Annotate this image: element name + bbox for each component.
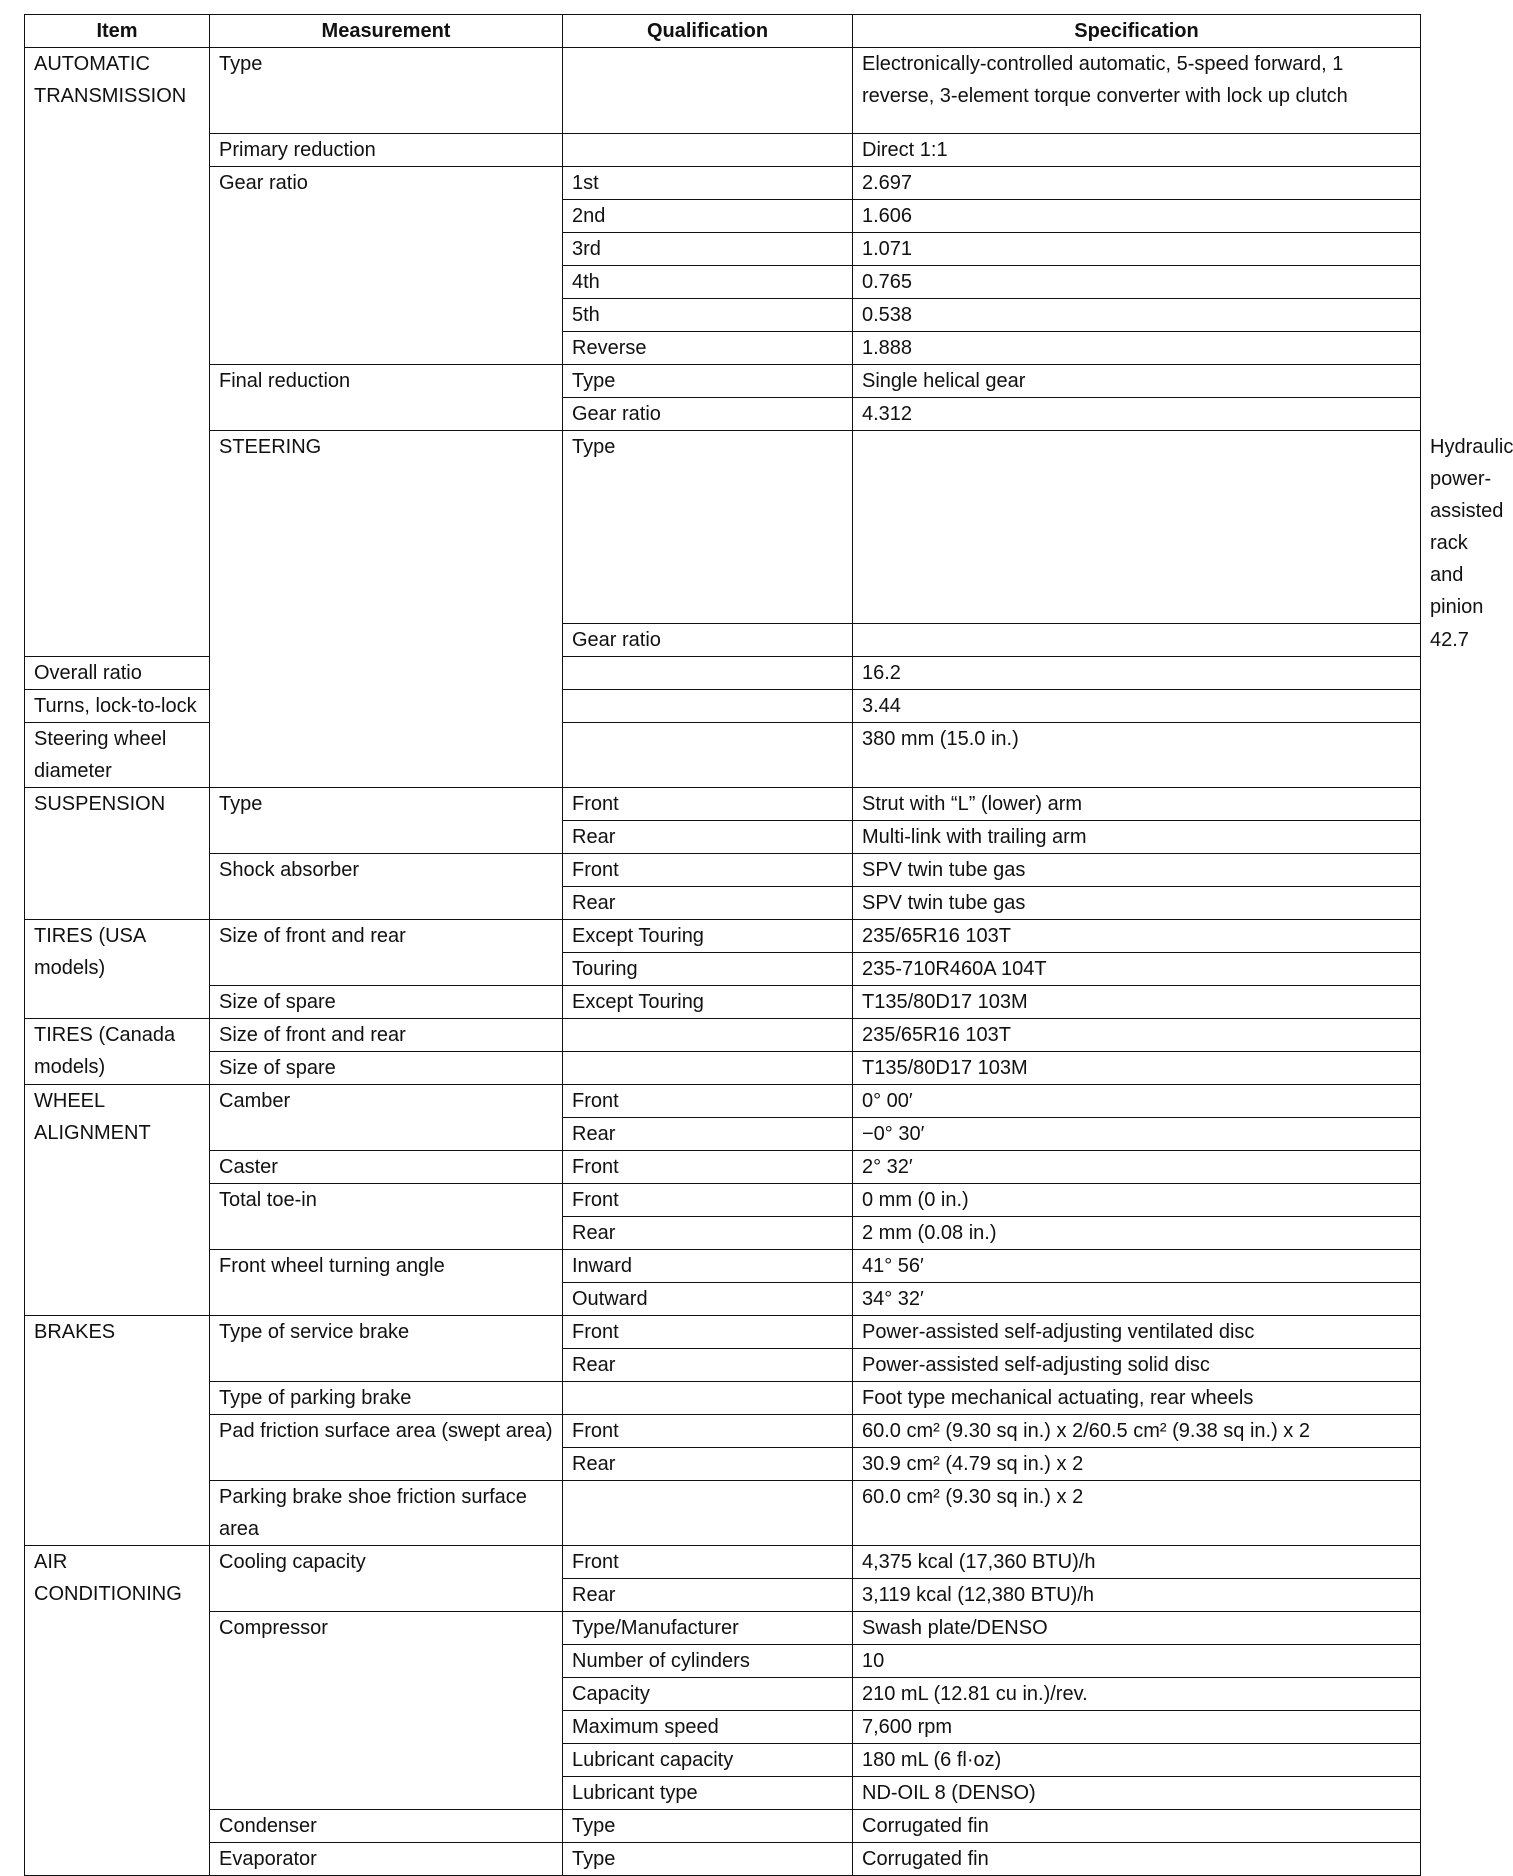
specification-cell: Corrugated fin: [853, 1843, 1421, 1876]
table-row: [25, 1250, 1421, 1283]
item-cell: TIRES (USA models): [25, 920, 210, 1019]
qualification-cell: Lubricant capacity: [563, 1744, 853, 1777]
table-row: [25, 1085, 1421, 1118]
qualification-cell: Rear: [563, 1448, 853, 1481]
specification-cell: 34° 32′: [853, 1283, 1421, 1316]
qualification-cell: 3rd: [563, 233, 853, 266]
table-row: [25, 1415, 1421, 1448]
qualification-cell: Type: [563, 1810, 853, 1843]
item-cell: TIRES (Canada models): [25, 1019, 210, 1085]
table-row: [25, 1316, 1421, 1349]
specification-cell: Single helical gear: [853, 365, 1421, 398]
specification-cell: 1.606: [853, 200, 1421, 233]
qualification-cell: Gear ratio: [563, 398, 853, 431]
qualification-cell: Reverse: [563, 332, 853, 365]
specification-cell: 0° 00′: [853, 1085, 1421, 1118]
measurement-cell: Type: [563, 431, 853, 624]
specification-cell: 180 mL (6 fl·oz): [853, 1744, 1421, 1777]
specification-cell: T135/80D17 103M: [853, 986, 1421, 1019]
qualification-cell: Capacity: [563, 1678, 853, 1711]
specification-cell: 41° 56′: [853, 1250, 1421, 1283]
measurement-cell: Compressor: [210, 1612, 563, 1810]
measurement-cell: Shock absorber: [210, 854, 563, 920]
qualification-cell: [563, 657, 853, 690]
measurement-cell: Type: [210, 788, 563, 854]
table-row: [25, 1382, 1421, 1415]
measurement-cell: Caster: [210, 1151, 563, 1184]
measurement-cell: Size of front and rear: [210, 920, 563, 986]
specification-cell: 210 mL (12.81 cu in.)/rev.: [853, 1678, 1421, 1711]
table-row: [25, 48, 1421, 134]
specification-cell: 16.2: [853, 657, 1421, 690]
specification-cell: Direct 1:1: [853, 134, 1421, 167]
specification-cell: SPV twin tube gas: [853, 887, 1421, 920]
measurement-cell: Gear ratio: [563, 624, 853, 657]
specification-cell: 3.44: [853, 690, 1421, 723]
header-measurement: Measurement: [210, 15, 563, 48]
table-row: [25, 1019, 1421, 1052]
qualification-cell: Rear: [563, 821, 853, 854]
measurement-cell: Condenser: [210, 1810, 563, 1843]
measurement-cell: Steering wheel diameter: [25, 723, 210, 788]
measurement-cell: Parking brake shoe friction surface area: [210, 1481, 563, 1546]
table-header: [25, 15, 1421, 48]
qualification-cell: [853, 431, 1421, 624]
measurement-cell: Front wheel turning angle: [210, 1250, 563, 1316]
specification-cell: 2° 32′: [853, 1151, 1421, 1184]
qualification-cell: Type: [563, 1843, 853, 1876]
table-row: [25, 854, 1421, 887]
specification-cell: Foot type mechanical actuating, rear wheels: [853, 1382, 1421, 1415]
specification-cell: Multi-link with trailing arm: [853, 821, 1421, 854]
specification-cell: Swash plate/DENSO: [853, 1612, 1421, 1645]
qualification-cell: Type/Manufacturer: [563, 1612, 853, 1645]
qualification-cell: Rear: [563, 887, 853, 920]
measurement-cell: Size of spare: [210, 1052, 563, 1085]
qualification-cell: Rear: [563, 1217, 853, 1250]
specification-cell: 7,600 rpm: [853, 1711, 1421, 1744]
measurement-cell: Evaporator: [210, 1843, 563, 1876]
header-specification: Specification: [853, 15, 1421, 48]
measurement-cell: Size of spare: [210, 986, 563, 1019]
measurement-cell: Pad friction surface area (swept area): [210, 1415, 563, 1481]
qualification-cell: Front: [563, 1546, 853, 1579]
table-row: [25, 1151, 1421, 1184]
measurement-cell: Primary reduction: [210, 134, 563, 167]
qualification-cell: Except Touring: [563, 986, 853, 1019]
qualification-cell: Front: [563, 1184, 853, 1217]
item-cell: WHEEL ALIGNMENT: [25, 1085, 210, 1316]
qualification-cell: Except Touring: [563, 920, 853, 953]
qualification-cell: Inward: [563, 1250, 853, 1283]
item-cell: BRAKES: [25, 1316, 210, 1546]
qualification-cell: 1st: [563, 167, 853, 200]
specification-cell: 0.538: [853, 299, 1421, 332]
table-row: [25, 134, 1421, 167]
qualification-cell: Maximum speed: [563, 1711, 853, 1744]
specification-cell: 235-710R460A 104T: [853, 953, 1421, 986]
table-row: [25, 1546, 1421, 1579]
item-cell: AUTOMATIC TRANSMISSION: [25, 48, 210, 657]
specification-cell: 1.071: [853, 233, 1421, 266]
table-row: [25, 365, 1421, 398]
qualification-cell: Front: [563, 1316, 853, 1349]
qualification-cell: Front: [563, 788, 853, 821]
qualification-cell: 2nd: [563, 200, 853, 233]
table-row: [25, 1184, 1421, 1217]
specification-cell: T135/80D17 103M: [853, 1052, 1421, 1085]
qualification-cell: [563, 690, 853, 723]
specification-cell: 60.0 cm² (9.30 sq in.) x 2: [853, 1481, 1421, 1546]
table-row: [25, 1810, 1421, 1843]
specification-cell: 380 mm (15.0 in.): [853, 723, 1421, 788]
qualification-cell: [563, 1052, 853, 1085]
specification-cell: −0° 30′: [853, 1118, 1421, 1151]
measurement-cell: Turns, lock-to-lock: [25, 690, 210, 723]
measurement-cell: Type: [210, 48, 563, 134]
qualification-cell: [563, 1019, 853, 1052]
table-row: [25, 986, 1421, 1019]
qualification-cell: Type: [563, 365, 853, 398]
table-row: [25, 167, 1421, 200]
specification-table: [24, 14, 1513, 1876]
qualification-cell: Rear: [563, 1118, 853, 1151]
qualification-cell: Rear: [563, 1349, 853, 1382]
specification-cell: 1.888: [853, 332, 1421, 365]
item-cell: SUSPENSION: [25, 788, 210, 920]
qualification-cell: Front: [563, 1085, 853, 1118]
qualification-cell: Number of cylinders: [563, 1645, 853, 1678]
specification-cell: 235/65R16 103T: [853, 1019, 1421, 1052]
qualification-cell: Rear: [563, 1579, 853, 1612]
specification-cell: 4.312: [853, 398, 1421, 431]
measurement-cell: Type of parking brake: [210, 1382, 563, 1415]
qualification-cell: Front: [563, 1415, 853, 1448]
specification-cell: 0.765: [853, 266, 1421, 299]
specification-cell: Strut with “L” (lower) arm: [853, 788, 1421, 821]
measurement-cell: Cooling capacity: [210, 1546, 563, 1612]
measurement-cell: Size of front and rear: [210, 1019, 563, 1052]
specification-cell: 4,375 kcal (17,360 BTU)/h: [853, 1546, 1421, 1579]
specification-cell: Power-assisted self-adjusting ventilated disc: [853, 1316, 1421, 1349]
qualification-cell: Touring: [563, 953, 853, 986]
qualification-cell: Lubricant type: [563, 1777, 853, 1810]
header-qualification: Qualification: [563, 15, 853, 48]
table-row: Gear ratio 42.7: [25, 624, 1421, 657]
qualification-cell: [853, 624, 1421, 657]
qualification-cell: [563, 1481, 853, 1546]
specification-cell: Power-assisted self-adjusting solid disc: [853, 1349, 1421, 1382]
specification-cell: Corrugated fin: [853, 1810, 1421, 1843]
specification-cell: 235/65R16 103T: [853, 920, 1421, 953]
qualification-cell: [563, 723, 853, 788]
table-row: [25, 788, 1421, 821]
item-cell: AIR CONDITIONING: [25, 1546, 210, 1876]
specification-cell: SPV twin tube gas: [853, 854, 1421, 887]
table-row: [25, 1052, 1421, 1085]
qualification-cell: [563, 134, 853, 167]
qualification-cell: Front: [563, 1151, 853, 1184]
qualification-cell: Front: [563, 854, 853, 887]
specification-cell: 2.697: [853, 167, 1421, 200]
table-row: [25, 1843, 1421, 1876]
specification-cell: 3,119 kcal (12,380 BTU)/h: [853, 1579, 1421, 1612]
specification-cell: 10: [853, 1645, 1421, 1678]
header-item: Item: [25, 15, 210, 48]
specification-cell: 60.0 cm² (9.30 sq in.) x 2/60.5 cm² (9.38 sq in.) x 2: [853, 1415, 1421, 1448]
item-cell: STEERING: [210, 431, 563, 788]
qualification-cell: [563, 48, 853, 134]
qualification-cell: 4th: [563, 266, 853, 299]
measurement-cell: Final reduction: [210, 365, 563, 431]
measurement-cell: Type of service brake: [210, 1316, 563, 1382]
specification-cell: ND-OIL 8 (DENSO): [853, 1777, 1421, 1810]
qualification-cell: 5th: [563, 299, 853, 332]
qualification-cell: [563, 1382, 853, 1415]
table-body: [25, 48, 1513, 1876]
measurement-cell: Overall ratio: [25, 657, 210, 690]
header-row: [25, 15, 1421, 48]
measurement-cell: Gear ratio: [210, 167, 563, 365]
table-row: [25, 1481, 1421, 1546]
specification-cell: Electronically-controlled automatic, 5-speed forward, 1 reverse, 3-element torque converter with lock up clutch: [853, 48, 1421, 134]
specification-cell: 2 mm (0.08 in.): [853, 1217, 1421, 1250]
table-row: [25, 920, 1421, 953]
specification-cell: 0 mm (0 in.): [853, 1184, 1421, 1217]
table-row: [25, 1612, 1421, 1645]
table-row: STEERING Type Hydraulic power-assisted rack and pinion: [25, 431, 1421, 624]
measurement-cell: Camber: [210, 1085, 563, 1151]
qualification-cell: Outward: [563, 1283, 853, 1316]
specification-cell: 30.9 cm² (4.79 sq in.) x 2: [853, 1448, 1421, 1481]
measurement-cell: Total toe-in: [210, 1184, 563, 1250]
